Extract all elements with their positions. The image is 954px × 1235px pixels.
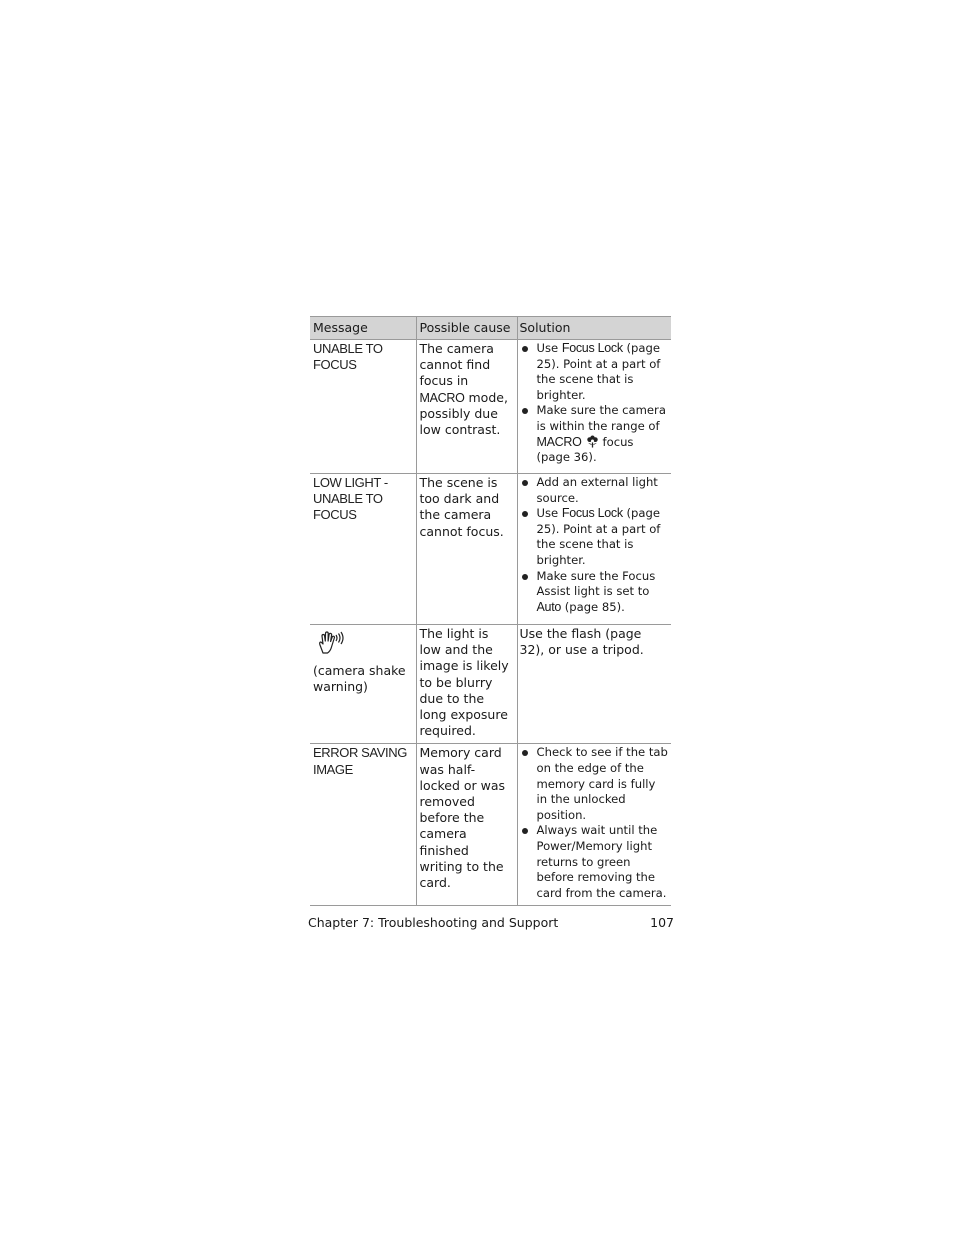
list-item bbox=[520, 569, 669, 616]
solution-list bbox=[520, 341, 669, 466]
list-item bbox=[520, 745, 669, 823]
table-header-row bbox=[310, 317, 671, 340]
solution-term: Focus Lock bbox=[561, 506, 623, 521]
solution-text: Make sure the Focus Assist light is set to bbox=[536, 568, 656, 599]
solution-list bbox=[520, 475, 669, 615]
list-item bbox=[520, 823, 669, 901]
table-row bbox=[310, 340, 671, 474]
table-row bbox=[310, 474, 671, 625]
cause-cell bbox=[416, 474, 517, 625]
solution-text: focus (page 36). bbox=[536, 434, 634, 465]
solution-term: Auto bbox=[536, 599, 562, 614]
column-header-cause: Possible cause bbox=[416, 317, 517, 340]
footer-chapter-title: Chapter 7: Troubleshooting and Support bbox=[308, 915, 559, 930]
camera-shake-icon bbox=[315, 629, 345, 655]
message-cell bbox=[310, 744, 416, 906]
solution-term: Focus Lock bbox=[561, 341, 623, 355]
cause-text: The light is low and the image is likely to be blurry due to the long exposure required. bbox=[419, 626, 509, 739]
solution-cell bbox=[517, 340, 671, 474]
troubleshooting-table bbox=[310, 316, 671, 906]
message-text: ERROR SAVING IMAGE bbox=[313, 745, 407, 777]
solution-text: Use bbox=[536, 506, 562, 521]
solution-text: Make sure the camera is within the range of bbox=[536, 403, 666, 433]
solution-text: (page 85). bbox=[561, 599, 625, 614]
cause-text-pre: The camera cannot find focus in bbox=[419, 341, 494, 389]
cause-text: The scene is too dark and the camera cannot focus. bbox=[419, 475, 504, 539]
solution-text: (page 25). Point at a part of the scene that is brighter. bbox=[536, 341, 661, 402]
table-row bbox=[310, 744, 671, 906]
list-item bbox=[520, 506, 669, 568]
solution-list bbox=[520, 745, 669, 901]
solution-text: (page 25). Point at a part of the scene that is brighter. bbox=[536, 506, 661, 567]
solution-text: Add an external light source. bbox=[536, 475, 658, 505]
cause-text: Memory card was half-locked or was removed before the camera finished writing to the card. bbox=[419, 745, 506, 891]
solution-text: Use bbox=[536, 341, 562, 355]
column-header-solution: Solution bbox=[517, 317, 671, 340]
cause-cell bbox=[416, 340, 517, 474]
message-text: (camera shake warning) bbox=[313, 663, 406, 695]
list-item bbox=[520, 403, 669, 465]
cause-term: MACRO bbox=[419, 390, 465, 405]
troubleshooting-table-container bbox=[310, 316, 671, 906]
macro-flower-icon bbox=[586, 435, 599, 448]
list-item bbox=[520, 341, 669, 403]
message-text: LOW LIGHT - UNABLE TO FOCUS bbox=[313, 475, 388, 523]
solution-text: Use the flash (page 32), or use a tripod. bbox=[519, 626, 644, 658]
page-number: 107 bbox=[650, 915, 674, 930]
solution-cell bbox=[517, 474, 671, 625]
solution-cell bbox=[517, 744, 671, 906]
cause-text-post: mode, possibly due low contrast. bbox=[419, 389, 508, 438]
solution-cell bbox=[517, 625, 671, 744]
solution-text: Always wait until the Power/Memory light returns to green before removing the card from the camera. bbox=[536, 823, 667, 900]
cause-cell bbox=[416, 744, 517, 906]
message-cell bbox=[310, 340, 416, 474]
table-row bbox=[310, 625, 671, 744]
message-text: UNABLE TO FOCUS bbox=[313, 341, 383, 373]
cause-cell bbox=[416, 625, 517, 744]
column-header-message: Message bbox=[310, 317, 416, 340]
solution-term: MACRO bbox=[536, 434, 582, 449]
solution-text: Check to see if the tab on the edge of the memory card is fully in the unlocked position. bbox=[536, 745, 668, 822]
message-cell bbox=[310, 625, 416, 744]
list-item bbox=[520, 475, 669, 506]
message-cell bbox=[310, 474, 416, 625]
